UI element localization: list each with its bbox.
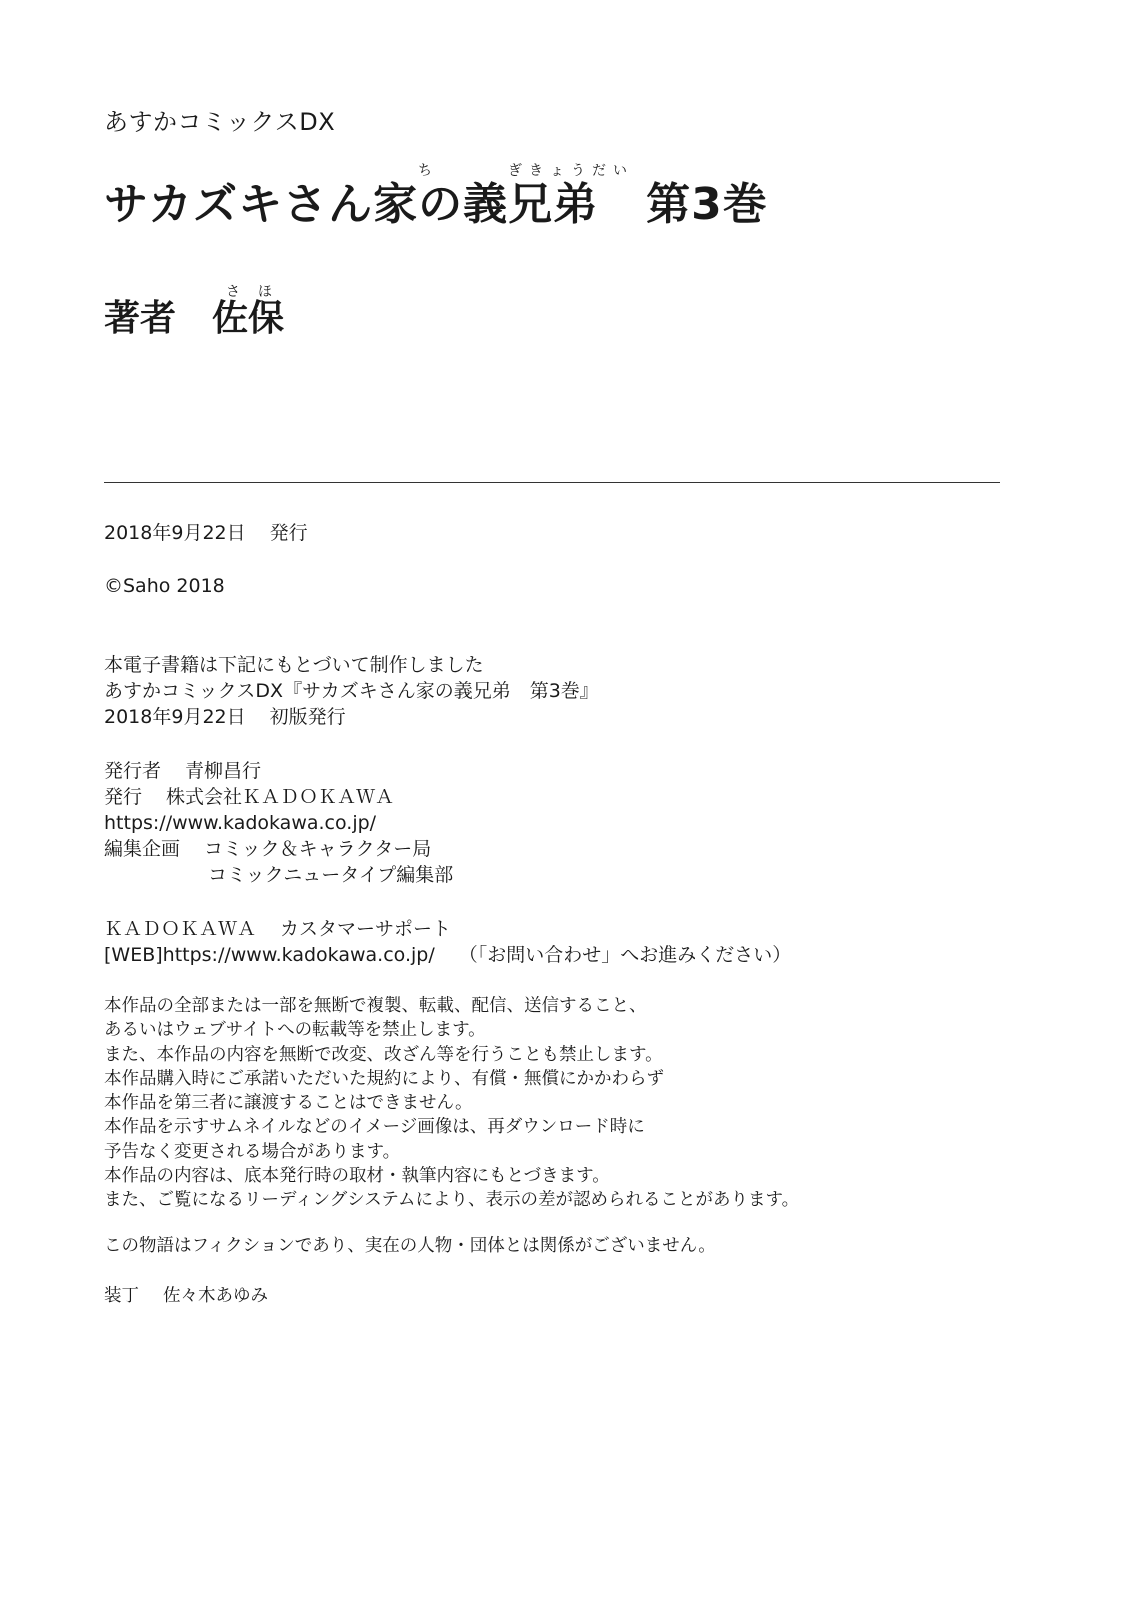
publisher-label: 発行者 (104, 760, 162, 782)
publication-date-line (104, 520, 308, 546)
support-web-line (104, 942, 791, 968)
notice-line: また、本作品の内容を無断で改変、改ざん等を行うことも禁止します。 (104, 1044, 663, 1065)
ebook-source-block (104, 652, 599, 730)
ebook-line: あすかコミックスDX『サカズキさん家の義兄弟 第3巻』 (104, 680, 599, 702)
notice-line: あるいはウェブサイトへの転載等を禁止します。 (104, 1020, 486, 1041)
issuer-line (104, 784, 453, 810)
volume-number: 第3巻 (646, 179, 768, 230)
editorial-dept: コミック＆キャラクター局 (204, 838, 432, 860)
design-credit (104, 1282, 268, 1307)
notice-line: 予告なく変更される場合があります。 (104, 1141, 401, 1162)
notice-line: 本作品を示すサムネイルなどのイメージ画像は、再ダウンロード時に (104, 1117, 645, 1138)
support-company: ＫＡＤＯＫＡＷＡ (104, 918, 257, 940)
designer-name: 佐々木あゆみ (163, 1286, 268, 1306)
first-edition-date: 2018年9月22日 (104, 706, 246, 728)
web-tag: [WEB] (104, 944, 163, 966)
series-name: あすかコミックスDX (104, 108, 336, 136)
author-line (104, 290, 284, 341)
support-line (104, 916, 791, 942)
title-text: サカズキさん家の義兄弟 (104, 179, 599, 230)
author-name: 佐保 (212, 298, 285, 339)
ebook-line: 本電子書籍は下記にもとづいて制作しました (104, 654, 484, 676)
publication-date-label: 発行 (269, 522, 308, 544)
book-title (104, 168, 768, 232)
support-url: https://www.kadokawa.co.jp/ (162, 944, 435, 966)
fiction-disclaimer: この物語はフィクションであり、実在の人物・団体とは関係がございません。 (104, 1236, 716, 1256)
publisher-url: https://www.kadokawa.co.jp/ (104, 812, 377, 834)
notice-line: 本作品の全部または一部を無断で複製、転載、配信、送信すること、 (104, 996, 647, 1016)
author-ruby: さほ (226, 284, 290, 300)
author-label: 著者 (104, 298, 177, 339)
editorial-dept: コミックニュータイプ編集部 (208, 864, 454, 886)
notice-line: 本作品の内容は、底本発行時の取材・執筆内容にもとづきます。 (104, 1166, 610, 1187)
customer-support-block (104, 916, 791, 968)
first-edition-label: 初版発行 (269, 706, 346, 728)
editorial-line (104, 836, 453, 862)
notice-line: 本作品を第三者に譲渡することはできません。 (104, 1093, 473, 1114)
divider-line (104, 482, 1000, 483)
publisher-line (104, 758, 453, 784)
notice-line: また、ご覧になるリーディングシステムにより、表示の差が認められることがあります。 (104, 1190, 800, 1211)
editorial-label: 編集企画 (104, 838, 181, 860)
title-ruby-kyoudai: ぎきょうだい (508, 163, 634, 179)
publisher-block (104, 758, 453, 888)
ebook-line (104, 704, 599, 730)
publisher-name: 青柳昌行 (185, 760, 262, 782)
issuer-name: 株式会社ＫＡＤＯＫＡＷＡ (166, 786, 395, 808)
notice-line: 本作品購入時にご承諾いただいた規約により、有償・無償にかかわらず (104, 1068, 664, 1089)
support-note: （「お問い合わせ」へお進みください） (458, 944, 792, 966)
title-ruby-chi: ち (418, 163, 434, 179)
issuer-label: 発行 (104, 786, 143, 808)
support-label: カスタマーサポート (280, 918, 452, 940)
copyright: ©Saho 2018 (104, 575, 225, 597)
copyright-notice-block (104, 994, 799, 1213)
publication-date: 2018年9月22日 (104, 522, 246, 544)
design-label: 装丁 (104, 1286, 139, 1306)
